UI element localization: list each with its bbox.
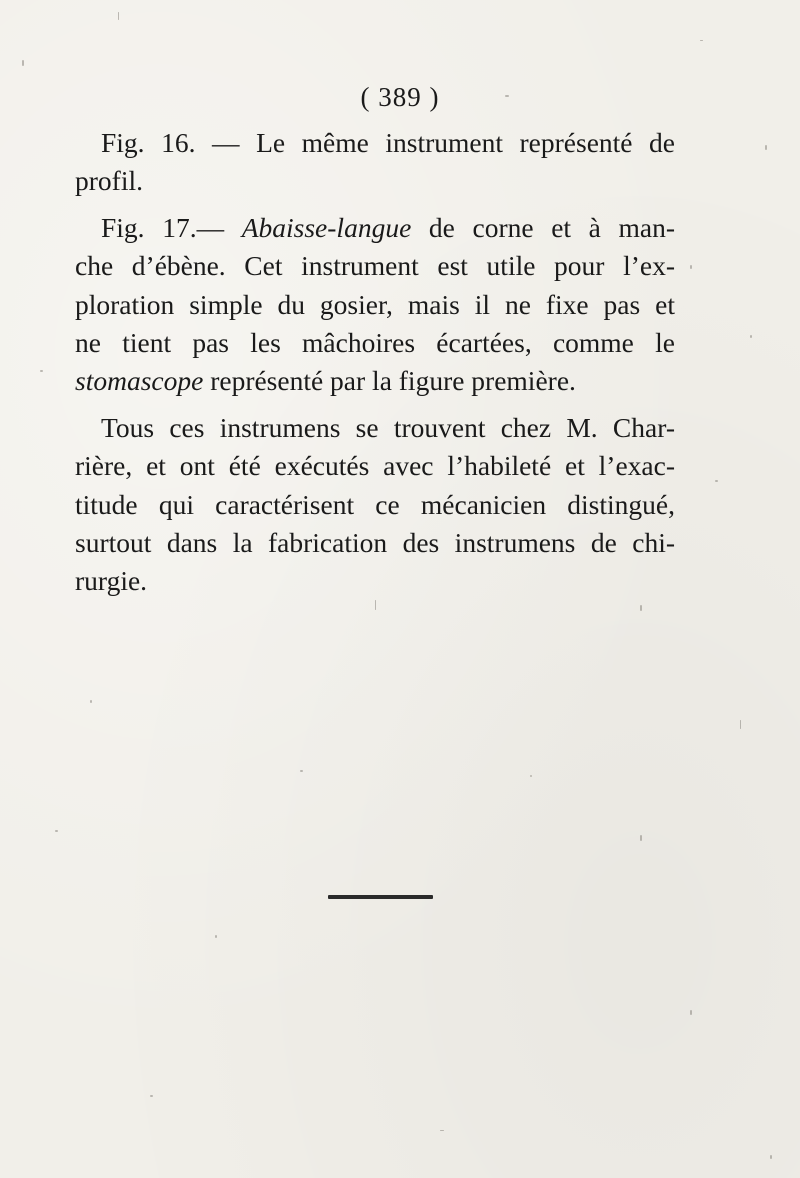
paragraph xyxy=(75,209,675,401)
text-line: rière, et ont été exécutés avec l’habileté et l’exac- xyxy=(75,450,675,482)
text-line xyxy=(75,124,675,162)
section-rule xyxy=(328,895,433,899)
paper-speck xyxy=(300,770,303,772)
paper-speck xyxy=(740,720,741,729)
paragraph xyxy=(75,409,675,601)
paper-speck xyxy=(40,370,43,372)
paper-speck xyxy=(22,60,24,66)
body-text xyxy=(75,124,675,601)
text-line: Tous ces instrumens se trouvent chez M. Char- xyxy=(101,411,675,443)
text-line: ploration simple du gosier, mais il ne fixe pas et xyxy=(75,288,675,320)
paper-speck xyxy=(55,830,58,832)
page-number: ( 389 ) xyxy=(360,82,440,112)
text-line: ne tient pas les mâchoires écartées, comme le xyxy=(75,327,675,359)
paper-speck xyxy=(715,480,718,482)
paper-speck xyxy=(690,1010,692,1015)
line-text: Le même instrument représenté de xyxy=(256,127,676,158)
text-line: titude qui caractérisent ce mécanicien distingué, xyxy=(75,488,675,520)
line-text: de corne et à man- xyxy=(411,211,676,243)
paper-speck xyxy=(215,935,217,938)
paragraph xyxy=(75,124,675,201)
figure-label: Fig. 16. xyxy=(101,127,196,158)
paper-speck xyxy=(440,1130,444,1131)
text-line xyxy=(75,209,675,247)
paper-speck xyxy=(90,700,92,703)
paper-speck xyxy=(700,40,703,41)
text-line: surtout dans la fabrication des instrumens de chi- xyxy=(75,527,675,559)
figure-label: Fig. 17. xyxy=(101,211,197,243)
paper-speck xyxy=(640,605,642,611)
paper-speck xyxy=(530,775,532,777)
term-italic: stomascope xyxy=(75,365,204,397)
paper-speck xyxy=(150,1095,153,1097)
text-line: rurgie. xyxy=(75,565,148,597)
paper-speck xyxy=(765,145,767,150)
paper-speck xyxy=(118,12,119,20)
text-line: profil. xyxy=(75,165,143,197)
text-line xyxy=(75,362,675,400)
line-text: représenté par la figure première. xyxy=(203,365,576,397)
dash: — xyxy=(195,127,257,158)
term-italic: Abaisse-langue xyxy=(241,211,412,243)
text-line: che d’ébène. Cet instrument est utile pour l’ex- xyxy=(75,250,675,282)
dash: — xyxy=(196,211,242,243)
paper-speck xyxy=(750,335,752,338)
paper-speck xyxy=(375,600,376,610)
paper-speck xyxy=(690,265,692,269)
paper-speck xyxy=(770,1155,772,1159)
paper-speck xyxy=(640,835,642,841)
